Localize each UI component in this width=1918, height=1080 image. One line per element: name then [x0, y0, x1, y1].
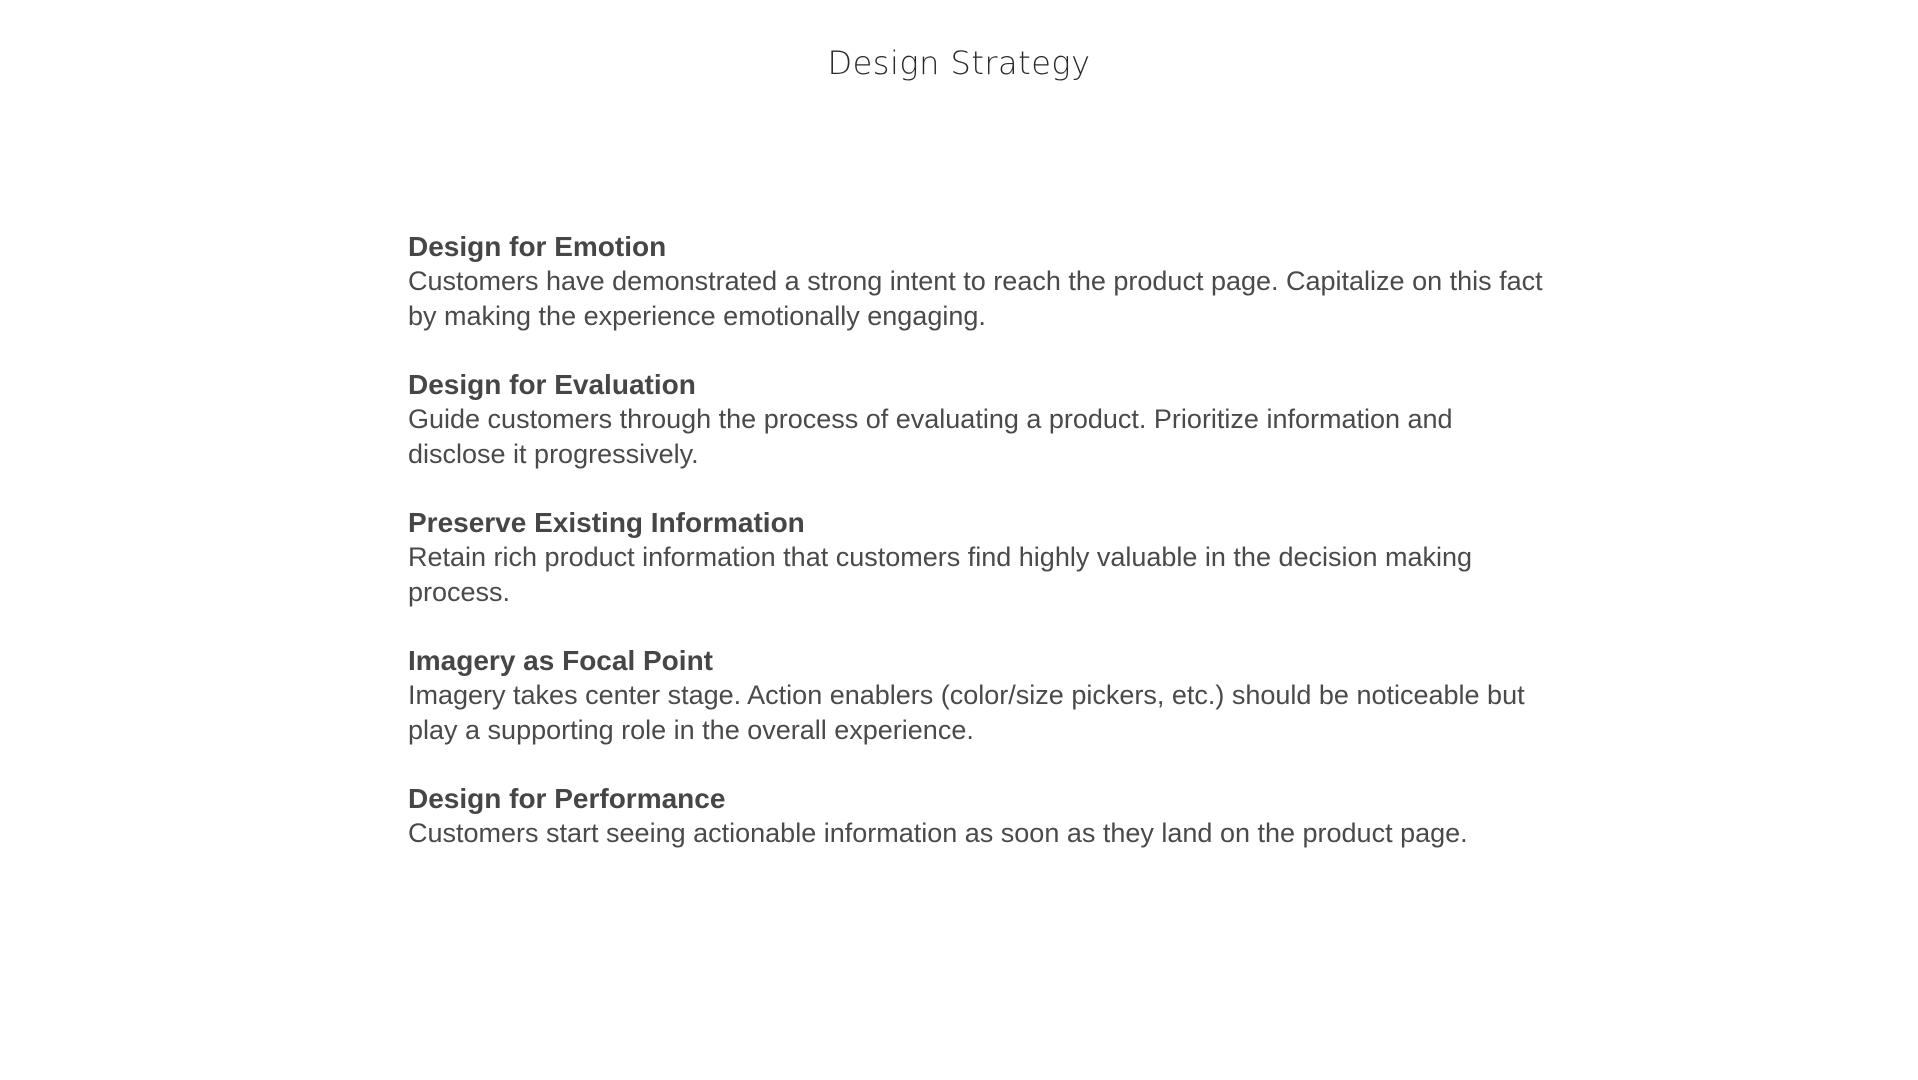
- section-design-for-performance: [408, 782, 1548, 851]
- strategy-list: [408, 230, 1548, 885]
- section-design-for-evaluation: [408, 368, 1548, 472]
- section-body: Guide customers through the process of evaluating a product. Prioritize information and disclose it progressively.: [408, 404, 1453, 469]
- section-body: Customers start seeing actionable information as soon as they land on the product page.: [408, 818, 1468, 848]
- section-heading: Design for Evaluation: [408, 369, 696, 400]
- section-body: Customers have demonstrated a strong intent to reach the product page. Capitalize on this fact by making the experience emotionally engaging.: [408, 266, 1543, 331]
- section-preserve-existing-information: [408, 506, 1548, 610]
- section-design-for-emotion: [408, 230, 1548, 334]
- section-body: Retain rich product information that customers find highly valuable in the decision making process.: [408, 542, 1473, 607]
- section-imagery-as-focal-point: [408, 644, 1548, 748]
- page-title: Design Strategy: [827, 44, 1091, 82]
- section-heading: Imagery as Focal Point: [408, 645, 713, 676]
- section-heading: Preserve Existing Information: [408, 507, 805, 538]
- section-heading: Design for Emotion: [408, 231, 667, 262]
- section-heading: Design for Performance: [408, 783, 726, 814]
- section-body: Imagery takes center stage. Action enablers (color/size pickers, etc.) should be noticeable but play a supporting role in the overall experience.: [408, 680, 1525, 745]
